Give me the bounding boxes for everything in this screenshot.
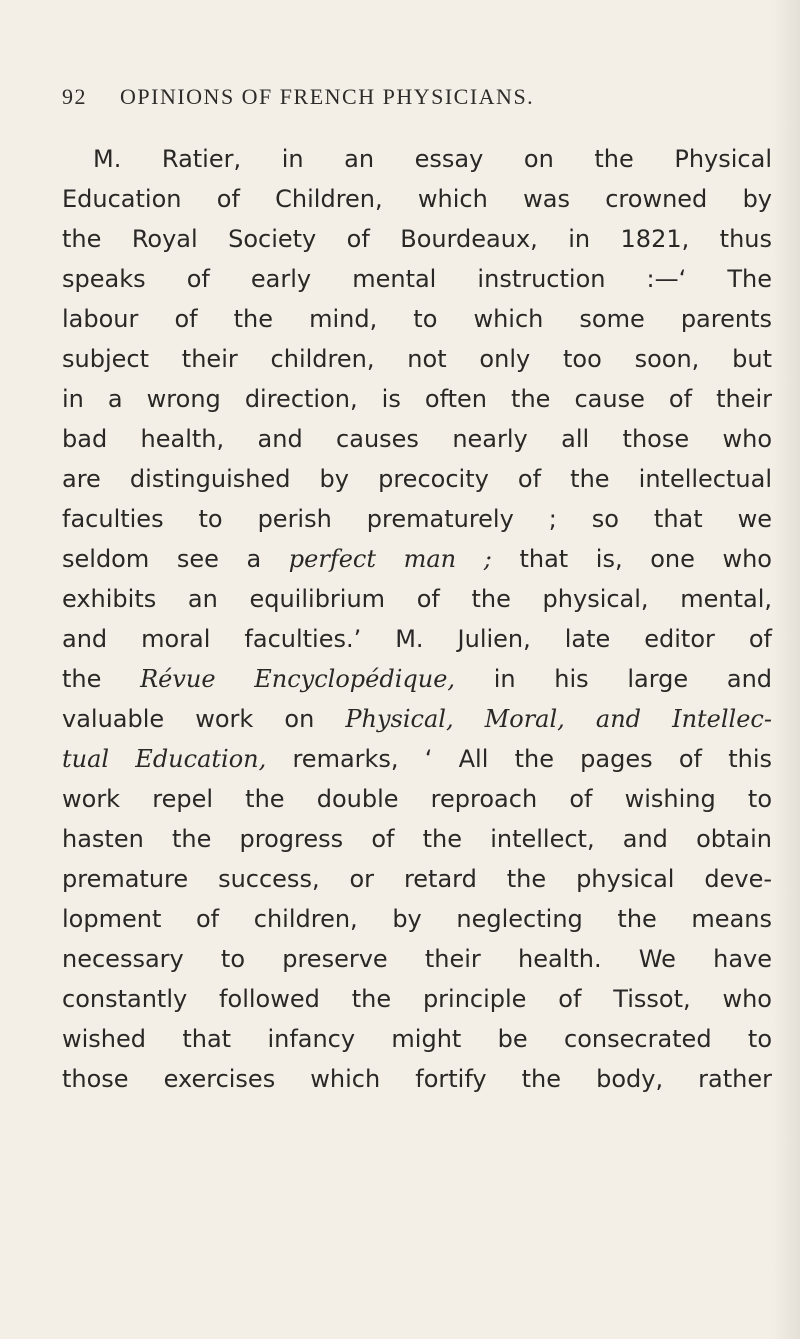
text-line: wished that infancy might be consecrated to [62, 1025, 772, 1053]
text-line: labour of the mind, to which some parents [62, 305, 772, 333]
text-line: valuable work on Physical, Moral, and Intellec- [62, 705, 772, 733]
page-edge-shadow [772, 0, 800, 1339]
text-line: premature success, or retard the physical deve- [62, 865, 772, 893]
running-head-title: OPINIONS OF FRENCH PHYSICIANS. [120, 84, 535, 109]
text-line: Education of Children, which was crowned by [62, 185, 772, 213]
italic-title: Physical, Moral, and Intellec- [345, 705, 772, 733]
text-line: in a wrong direction, is often the cause of their [62, 385, 772, 413]
italic-title: Révue Encyclopédique, [140, 665, 456, 693]
text-line: M. Ratier, in an essay on the Physical [93, 145, 772, 173]
text-line: seldom see a perfect man ; that is, one who [62, 545, 772, 573]
text-line: the Royal Society of Bourdeaux, in 1821, thus [62, 225, 772, 253]
italic-title: tual Education, [62, 745, 267, 773]
text-line: subject their children, not only too soon, but [62, 345, 772, 373]
text-line: the Révue Encyclopédique, in his large and [62, 665, 773, 693]
text-line: constantly followed the principle of Tissot, who [62, 985, 772, 1013]
text-line: work repel the double reproach of wishing to [62, 785, 772, 813]
page-number: 92 [62, 84, 87, 109]
text-line: tual Education, remarks, ‘ All the pages of this [62, 745, 772, 773]
italic-phrase: perfect man ; [288, 545, 492, 573]
text-line: lopment of children, by neglecting the means [62, 905, 772, 933]
text-line: those exercises which fortify the body, rather [62, 1065, 772, 1093]
body-paragraph [62, 139, 772, 1099]
text-line: bad health, and causes nearly all those who [62, 425, 772, 453]
text-line: hasten the progress of the intellect, and obtain [62, 825, 772, 853]
text-line: speaks of early mental instruction :—‘ The [62, 265, 772, 293]
text-line: are distinguished by precocity of the intellectual [62, 465, 772, 493]
text-line: exhibits an equilibrium of the physical, mental, [62, 585, 772, 613]
text-line: and moral faculties.’ M. Julien, late editor of [62, 625, 772, 653]
running-header [62, 84, 742, 116]
text-line: necessary to preserve their health. We have [62, 945, 772, 973]
text-line: faculties to perish prematurely ; so that we [62, 505, 772, 533]
